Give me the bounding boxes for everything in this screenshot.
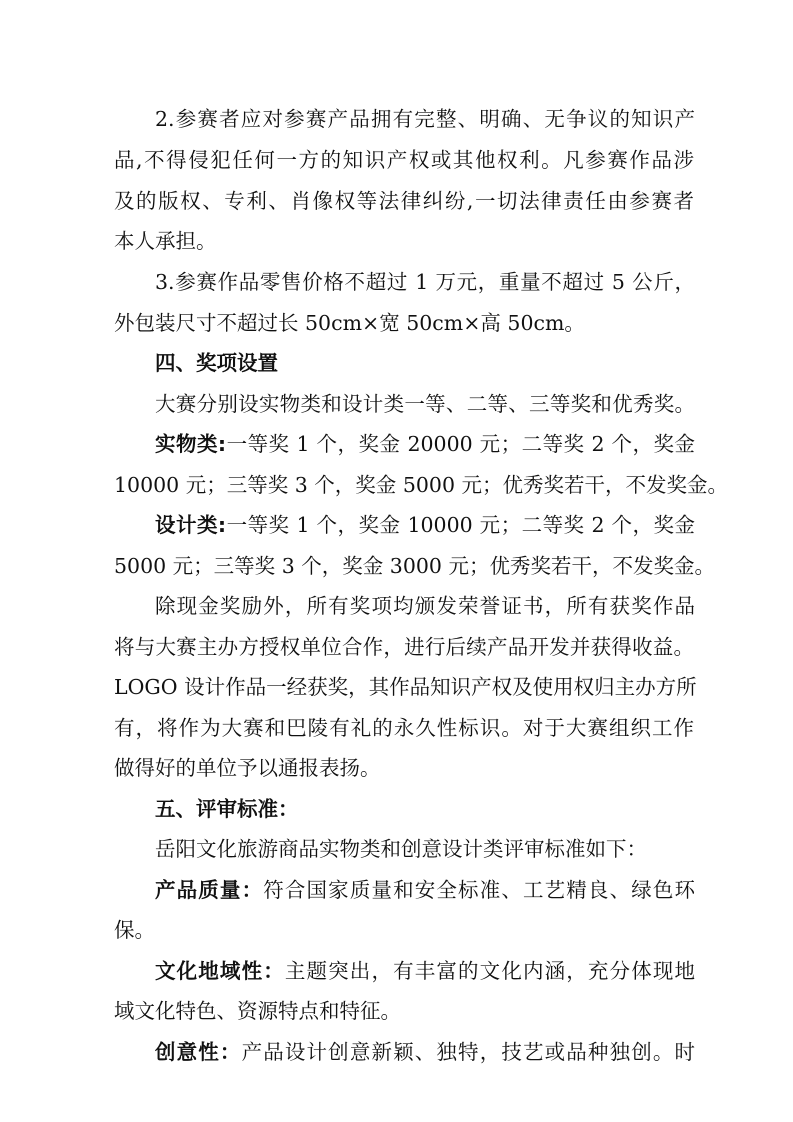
paragraph-line: 10000 元；三等奖 3 个，奖金 5000 元；优秀奖若干，不发奖金。 <box>114 473 729 497</box>
paragraph-line: 2.参赛者应对参赛产品拥有完整、明确、无争议的知识产 <box>155 107 695 131</box>
paragraph-line <box>155 429 695 459</box>
paragraph-line: 本人承担。 <box>114 229 217 253</box>
bold-label: 设计类: <box>155 513 227 537</box>
paragraph-line: LOGO 设计作品一经获奖，其作品知识产权及使用权归主办方所 <box>114 675 697 699</box>
paragraph-line: 大赛分别设实物类和设计类一等、二等、三等奖和优秀奖。 <box>155 392 695 416</box>
bold-label: 产品质量： <box>155 878 264 902</box>
paragraph-line: 做得好的单位予以通报表扬。 <box>114 756 381 780</box>
line-text: 主题突出，有丰富的文化内涵，充分体现地 <box>284 959 695 983</box>
paragraph-line <box>155 510 695 540</box>
line-text: 产品设计创意新颖、独特，技艺或品种独创。时 <box>241 1040 696 1064</box>
paragraph-line: 及的版权、专利、肖像权等法律纠纷,一切法律责任由参赛者 <box>114 189 694 213</box>
section-heading-awards: 四、奖项设置 <box>155 351 278 375</box>
paragraph-line: 保。 <box>114 918 155 942</box>
bold-label: 创意性： <box>155 1040 242 1064</box>
line-text: 一等奖 1 个，奖金 10000 元；二等奖 2 个，奖金 <box>226 513 695 537</box>
bold-label: 实物类: <box>155 432 227 456</box>
paragraph-line: 5000 元；三等奖 3 个，奖金 3000 元；优秀奖若干，不发奖金。 <box>114 554 715 578</box>
line-text: 符合国家质量和安全标准、工艺精良、绿色环 <box>263 878 696 902</box>
paragraph-line: 品,不得侵犯任何一方的知识产权或其他权利。凡参赛作品涉 <box>114 148 694 172</box>
paragraph-line: 将与大赛主办方授权单位合作，进行后续产品开发并获得收益。 <box>114 635 694 659</box>
bold-label: 文化地域性： <box>155 959 285 983</box>
paragraph-line: 域文化特色、资源特点和特征。 <box>114 999 401 1023</box>
paragraph-line: 除现金奖励外，所有奖项均颁发荣誉证书，所有获奖作品 <box>155 594 695 618</box>
line-text: 一等奖 1 个，奖金 20000 元；二等奖 2 个，奖金 <box>226 432 695 456</box>
paragraph-line <box>155 956 695 986</box>
paragraph-line: 3.参赛作品零售价格不超过 1 万元，重量不超过 5 公斤， <box>155 270 695 294</box>
paragraph-line: 有，将作为大赛和巴陵有礼的永久性标识。对于大赛组织工作 <box>114 716 694 740</box>
paragraph-line <box>155 875 695 905</box>
paragraph-line: 外包装尺寸不超过长 50cm×宽 50cm×高 50cm。 <box>114 311 585 335</box>
paragraph-line <box>155 1037 695 1067</box>
section-heading-criteria: 五、评审标准： <box>155 797 299 821</box>
paragraph-line: 岳阳文化旅游商品实物类和创意设计类评审标准如下： <box>155 837 647 861</box>
